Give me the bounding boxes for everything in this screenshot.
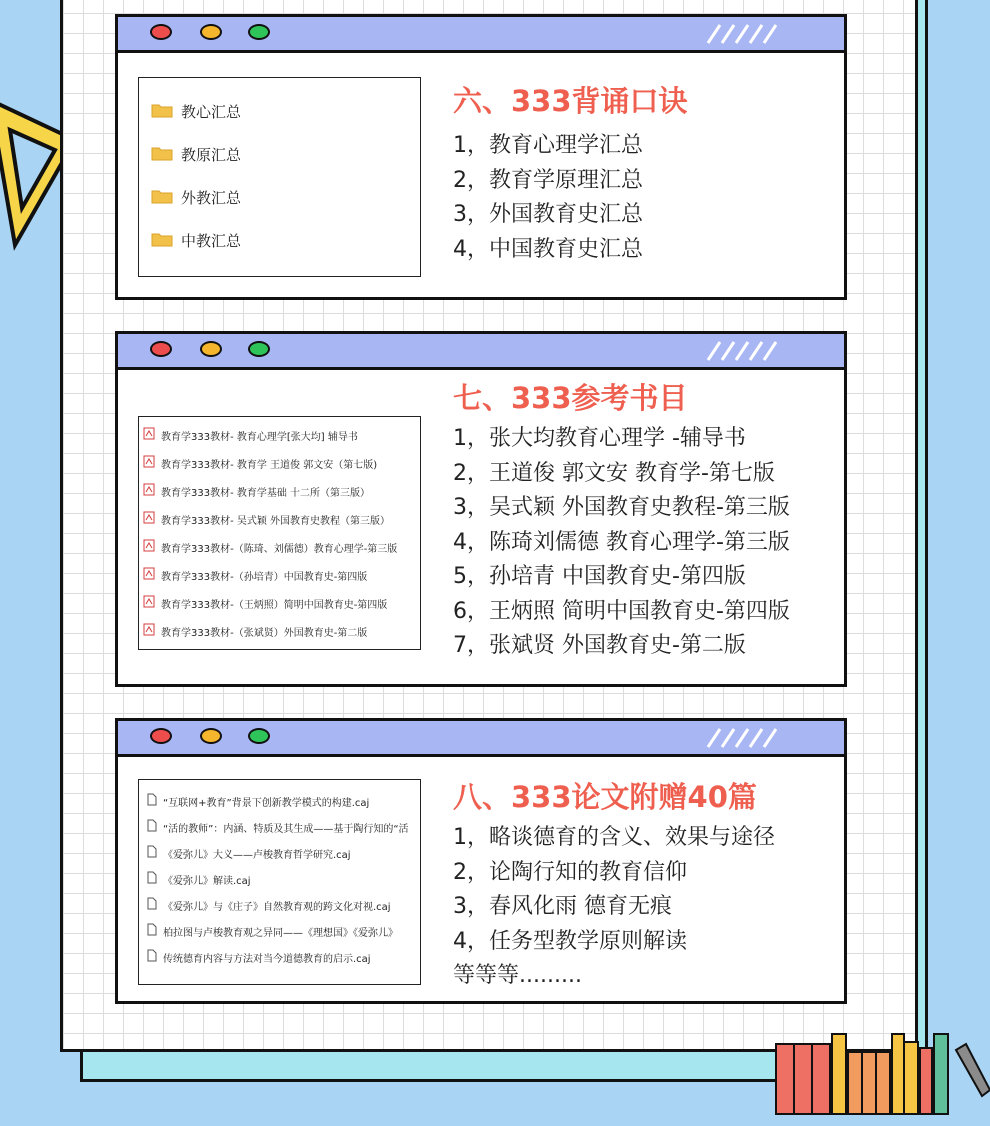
pdf-file-item	[139, 477, 420, 505]
pdf-icon	[143, 623, 155, 639]
doc-file-label: “活的教师”：内涵、特质及其生成——基于陶行知的“活	[163, 823, 409, 835]
pdf-icon	[143, 595, 155, 611]
red-dot-icon	[150, 24, 172, 40]
list-item: 1，张大均教育心理学 -辅导书	[453, 426, 746, 451]
doc-file-label: “互联网+教育”背景下创新教学模式的构建.caj	[163, 797, 370, 809]
pdf-file-label: 教育学333教材-（张斌贤）外国教育史-第二版	[161, 627, 368, 639]
list-item: 2，王道俊 郭文安 教育学-第七版	[453, 460, 775, 486]
list-item: 6，王炳照 简明中国教育史-第四版	[453, 598, 790, 624]
pdf-icon	[143, 567, 155, 583]
window-panel-books	[115, 331, 847, 687]
list-item: 1，教育心理学汇总	[453, 133, 643, 158]
green-dot-icon	[248, 341, 270, 357]
folder-icon	[151, 231, 173, 251]
window-titlebar	[118, 721, 844, 757]
document-icon	[147, 819, 157, 835]
folder-item	[139, 219, 420, 262]
list-item: 7，张斌贤 外国教育史-第二版	[453, 633, 746, 658]
document-icon	[147, 949, 157, 965]
doc-file-item	[139, 892, 420, 918]
list-item: 等等等.........	[453, 963, 582, 988]
doc-file-label: 《爱弥儿》与《庄子》自然教育观的跨文化对视.caj	[163, 901, 391, 913]
paper-list-screenshot	[138, 779, 421, 985]
list-item: 2，教育学原理汇总	[453, 167, 643, 193]
green-dot-icon	[248, 728, 270, 744]
list-item: 4，陈琦刘儒德 教育心理学-第三版	[453, 529, 790, 555]
doc-file-item	[139, 840, 420, 866]
pdf-icon	[143, 511, 155, 527]
doc-file-item	[139, 814, 420, 840]
pdf-icon	[143, 483, 155, 499]
pdf-file-label: 教育学333教材- 吴式颖 外国教育史教程（第三版）	[161, 515, 391, 527]
books-decoration-icon	[770, 1030, 990, 1120]
section-content	[453, 378, 790, 664]
pdf-file-label: 教育学333教材-（王炳照）简明中国教育史-第四版	[161, 599, 388, 611]
doc-file-item	[139, 944, 420, 970]
folder-icon	[151, 188, 173, 208]
pdf-icon	[143, 427, 155, 443]
pdf-file-label: 教育学333教材- 教育学基础 十二所（第三版）	[161, 487, 371, 499]
folder-icon	[151, 102, 173, 122]
pdf-file-item	[139, 533, 420, 561]
list-item: 3，春风化雨 德育无痕	[453, 894, 672, 919]
section-content	[453, 81, 688, 267]
folder-item	[139, 176, 420, 219]
pdf-file-label: 教育学333教材- 教育学 王道俊 郭文安（第七版)	[161, 459, 378, 471]
list-item: 1，略谈德育的含义、效果与途径	[453, 825, 775, 850]
list-item: 2，论陶行知的教育信仰	[453, 859, 687, 885]
doc-file-label: 《爱弥儿》大义——卢梭教育哲学研究.caj	[163, 849, 351, 861]
list-item: 4，中国教育史汇总	[453, 236, 643, 262]
doc-file-item	[139, 866, 420, 892]
document-icon	[147, 923, 157, 939]
section-heading: 六、333背诵口诀	[453, 84, 688, 118]
yellow-dot-icon	[200, 728, 222, 744]
section-heading: 八、333论文附赠40篇	[453, 780, 757, 814]
folder-label: 外教汇总	[181, 189, 242, 207]
stripes-icon	[704, 727, 784, 749]
pdf-file-label: 教育学333教材- 教育心理学[张大均] 辅导书	[161, 431, 358, 443]
pdf-file-label: 教育学333教材-（陈琦、刘儒德）教育心理学-第三版	[161, 543, 398, 555]
green-dot-icon	[248, 24, 270, 40]
document-icon	[147, 871, 157, 887]
folder-label: 教心汇总	[181, 103, 242, 121]
folder-icon	[151, 145, 173, 165]
red-dot-icon	[150, 341, 172, 357]
pdf-file-item	[139, 505, 420, 533]
folder-item	[139, 133, 420, 176]
folder-list-screenshot	[138, 77, 421, 277]
pdf-icon	[143, 539, 155, 555]
folder-label: 教原汇总	[181, 146, 242, 164]
pdf-file-item	[139, 421, 420, 449]
document-icon	[147, 897, 157, 913]
pdf-icon	[143, 455, 155, 471]
pdf-list-screenshot	[138, 416, 421, 650]
section-heading: 七、333参考书目	[453, 381, 688, 415]
document-icon	[147, 845, 157, 861]
yellow-dot-icon	[200, 24, 222, 40]
doc-file-label: 柏拉图与卢梭教育观之异同——《理想国》《爱弥儿》	[163, 927, 398, 939]
list-item: 5，孙培青 中国教育史-第四版	[453, 564, 746, 589]
section-content	[453, 777, 775, 994]
document-icon	[147, 793, 157, 809]
doc-file-label: 传统德育内容与方法对当今道德教育的启示.caj	[163, 953, 371, 965]
list-item: 3，外国教育史汇总	[453, 202, 643, 227]
list-item: 4，任务型教学原则解读	[453, 928, 687, 954]
doc-file-item	[139, 788, 420, 814]
pdf-file-item	[139, 589, 420, 617]
doc-file-item	[139, 918, 420, 944]
window-panel-recitation	[115, 14, 847, 300]
folder-item	[139, 90, 420, 133]
pdf-file-item	[139, 617, 420, 645]
red-dot-icon	[150, 728, 172, 744]
window-titlebar	[118, 334, 844, 370]
list-item: 3，吴式颖 外国教育史教程-第三版	[453, 495, 790, 520]
pdf-file-item	[139, 449, 420, 477]
stripes-icon	[704, 340, 784, 362]
window-titlebar	[118, 17, 844, 53]
pdf-file-item	[139, 561, 420, 589]
doc-file-label: 《爱弥儿》解读.caj	[163, 875, 251, 887]
stripes-icon	[704, 23, 784, 45]
window-panel-papers	[115, 718, 847, 1004]
yellow-dot-icon	[200, 341, 222, 357]
pdf-file-label: 教育学333教材-（孙培青）中国教育史-第四版	[161, 571, 368, 583]
folder-label: 中教汇总	[181, 232, 242, 250]
